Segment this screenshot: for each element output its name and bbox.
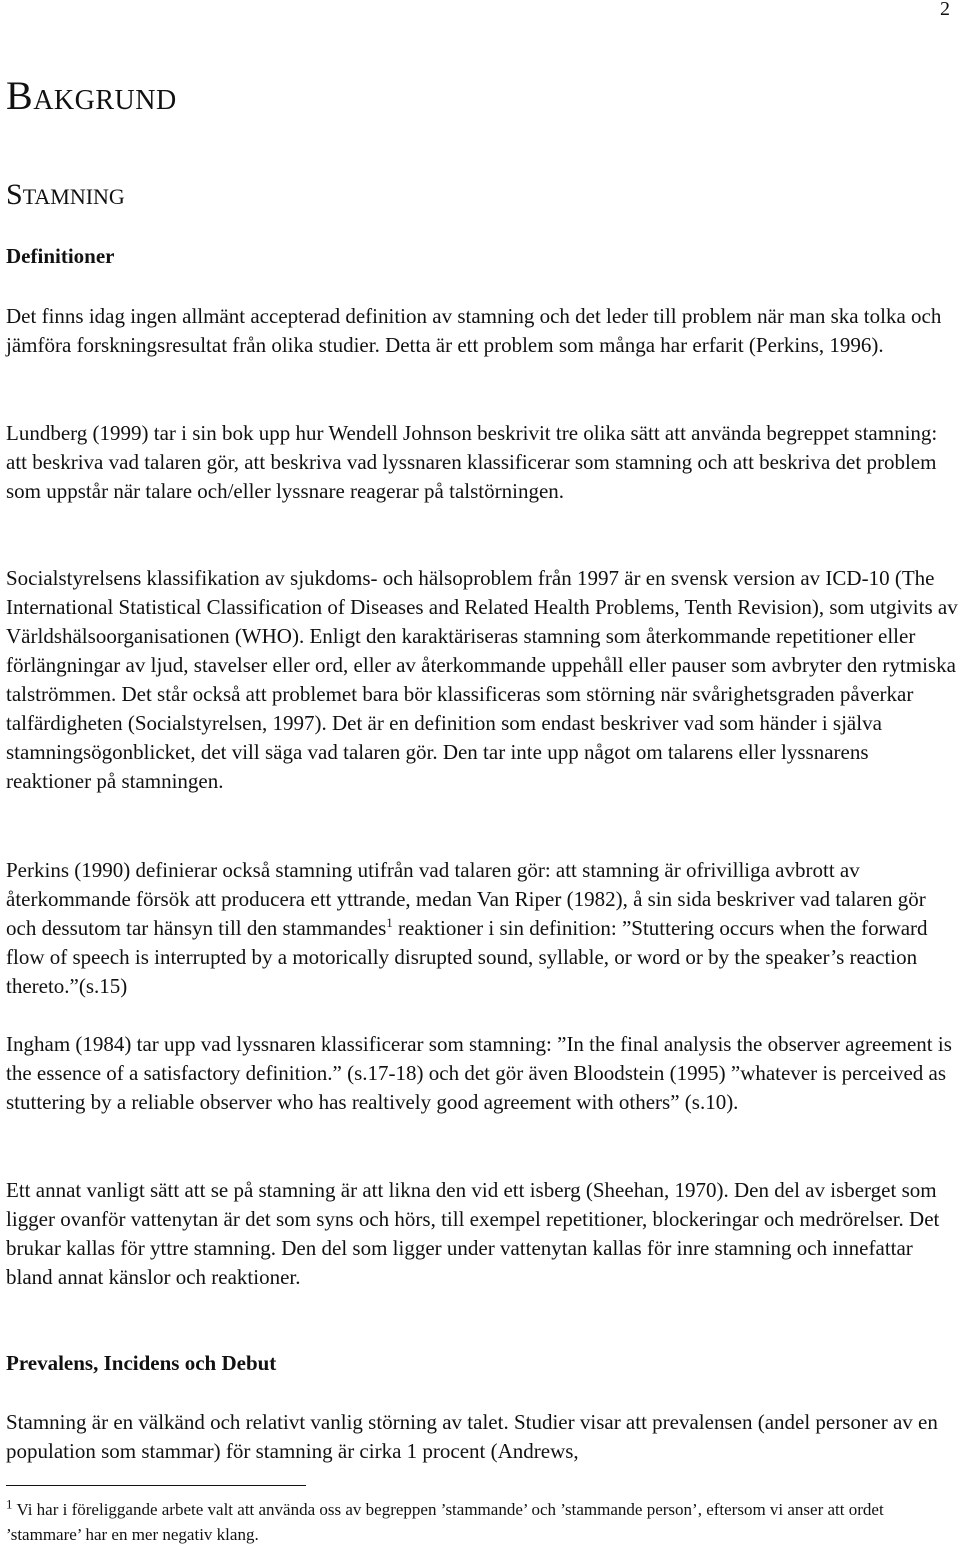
footnote-text: Vi har i föreliggande arbete valt att använda oss av begreppen ’stammande’ och ’stammande person’, eftersom vi anser att ordet ’stammare’ har en mer negativ klang. [6, 1500, 884, 1544]
paragraph-3: Socialstyrelsens klassifikation av sjukdoms- och hälsoproblem från 1997 är en svensk version av ICD-10 (The International Statistical Classification of Diseases and Related Health Problems, Tenth Revision), som utgivits av Världshälsoorganisationen (WHO). Enligt den karaktäriseras stamning som återkommande repetitioner eller förlängningar av ljud, stavelser eller ord, eller av återkommande uppehåll eller pauser som avbryter den rytmiska talströmmen. Det står också att problemet bara bör klassificeras som störning när svårighetsgraden påverkar talfärdigheten (Socialstyrelsen, 1997). Det är en definition som endast beskriver vad som händer i själva stamningsögonblicket, det vill säga vad talaren gör. Den tar inte upp något om talarens eller lyssnarens reaktioner på stamningen. [6, 566, 958, 793]
page-number: 2 [940, 0, 950, 20]
section-heading [6, 178, 125, 212]
subheading-definitioner: Definitioner [6, 244, 115, 268]
section-heading-initial: S [6, 178, 23, 211]
main-heading [6, 72, 177, 119]
main-heading-rest: AKGRUND [33, 85, 177, 116]
footnote-divider [6, 1485, 306, 1486]
main-heading-initial: B [6, 73, 34, 118]
paragraph-5: Ingham (1984) tar upp vad lyssnaren klassificerar som stamning: ”In the final analysis the observer agreement is the essence of a satisfactory definition.” (s.17-18) och det gör även Bloodstein (1995) ”whatever is perceived as stuttering by a reliable observer who has realtively good agreement with others” (s.10). [6, 1032, 952, 1114]
paragraph-1: Det finns idag ingen allmänt accepterad definition av stamning och det leder till problem när man ska tolka och jämföra forskningsresultat från olika studier. Detta är ett problem som många har erfarit (Perkins, 1996). [6, 304, 942, 357]
paragraph-6: Ett annat vanligt sätt att se på stamning är att likna den vid ett isberg (Sheehan, 1970). Den del av isberget som ligger ovanför vattenytan är det som syns och hörs, till exempel repetitioner, blockeringar och medrörelser. Det brukar kallas för yttre stamning. Den del som ligger under vattenytan kallas för inre stamning och innefattar bland annat känslor och reaktioner. [6, 1178, 940, 1289]
section-heading-rest: TAMNING [22, 184, 125, 209]
paragraph-4-text-a: Perkins (1990) definierar också stamning utifrån vad talaren gör: att stamning är ofrivilliga avbrott av återkommande försök att producera ett yttrande, medan Van Riper (1982), å sin sida beskriver vad talaren gör och dessutom tar hänsyn till den stammandes [6, 858, 926, 940]
subheading-prevalens: Prevalens, Incidens och Debut [6, 1351, 277, 1375]
paragraph-4 [6, 856, 958, 1001]
paragraph-4-text-b: reaktioner i sin definition: ”Stuttering occurs when the forward flow of speech is interrupted by a motorically disrupted sound, syllable, or word or by the speaker’s reaction thereto.”(s.15) [6, 916, 928, 998]
paragraph-7: Stamning är en välkänd och relativt vanlig störning av talet. Studier visar att prevalensen (andel personer av en population som stammar) för stamning är cirka 1 procent (Andrews, [6, 1410, 938, 1463]
footnote-reference: 1 [386, 915, 393, 930]
footnote-mark: 1 [6, 1496, 13, 1512]
footnote [6, 1497, 958, 1547]
paragraph-2: Lundberg (1999) tar i sin bok upp hur Wendell Johnson beskrivit tre olika sätt att använda begreppet stamning: att beskriva vad talaren gör, att beskriva vad lyssnaren klassificerar som stamning och att beskriva det problem som uppstår när talare och/eller lyssnare reagerar på talstörningen. [6, 421, 938, 503]
